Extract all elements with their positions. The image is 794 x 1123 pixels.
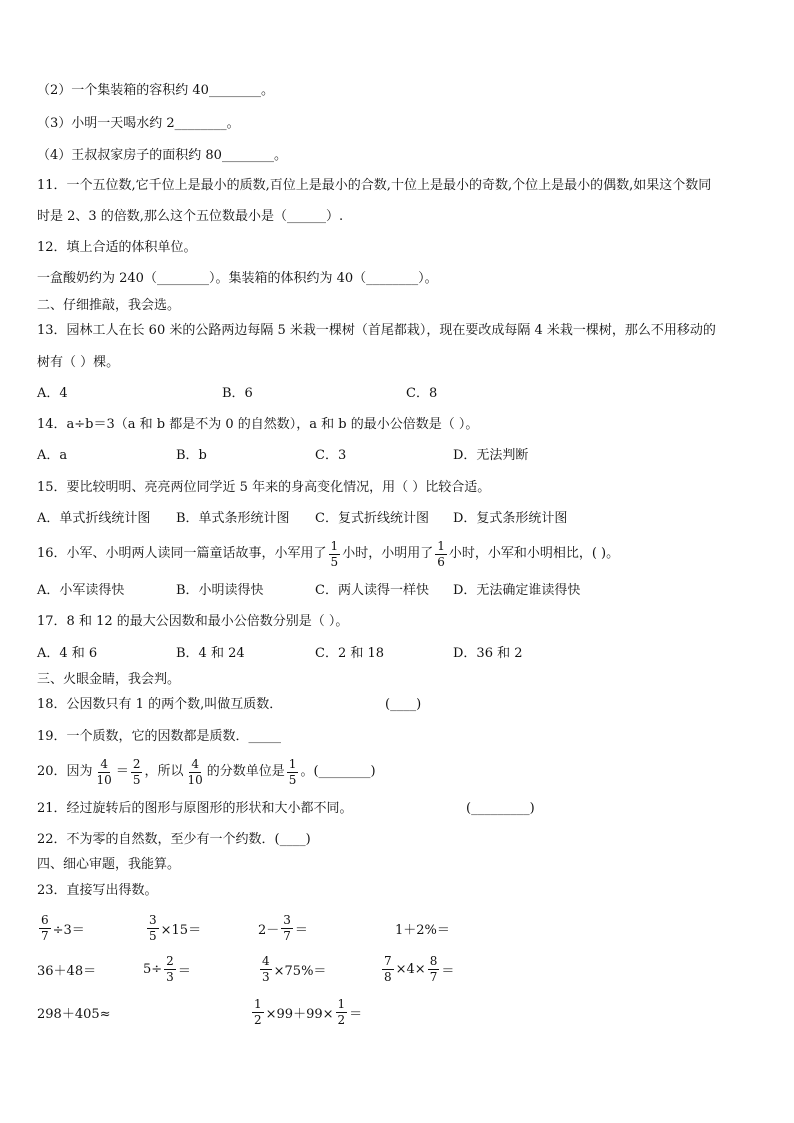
fraction-denominator: 5 [149, 928, 157, 943]
calc-fraction [281, 914, 293, 943]
fraction-numerator: 1 [330, 538, 339, 553]
fraction-denominator: 2 [254, 1012, 262, 1027]
q14-option-b: B．b [176, 448, 207, 463]
q16-option-d: D．无法确定谁读得快 [453, 583, 581, 598]
fraction-denominator: 2 [337, 1012, 346, 1027]
fraction-numerator: 4 [191, 756, 199, 771]
fraction-numerator: 1 [437, 538, 445, 553]
fraction-numerator: 4 [262, 953, 270, 968]
calc-text: ＝ [441, 963, 455, 979]
calc-text: ＝ [294, 922, 308, 938]
section-3-heading: 三、火眼金睛，我会判。 [37, 672, 181, 687]
fraction-denominator: 3 [166, 969, 174, 984]
q15-option-d: D．复式条形统计图 [453, 511, 568, 526]
calc-text: ×15＝ [160, 922, 202, 938]
calc-r2c2 [143, 951, 191, 987]
fraction-denominator: 6 [437, 554, 445, 569]
q20-fraction-2 [131, 758, 143, 787]
fraction-numerator: 3 [283, 912, 291, 927]
q21-stem: 21．经过旋转后的图形与原图形的形状和大小都不同。 [37, 801, 353, 816]
fraction-denominator: 5 [330, 554, 339, 569]
q12-line2: 一盒酸奶约为 240（________）。集装箱的体积约为 40（________）。 [37, 271, 438, 286]
fraction-denominator: 10 [96, 772, 112, 787]
fraction-numerator: 1 [254, 996, 262, 1011]
fraction-denominator: 8 [384, 969, 392, 984]
q21-answer-blank[interactable]: (_________) [466, 801, 535, 816]
fraction-numerator: 4 [100, 756, 108, 771]
q14-option-c: C．3 [315, 448, 347, 463]
q14-stem: 14．a÷b＝3（a 和 b 都是不为 0 的自然数），a 和 b 的最小公倍数是（ ）。 [37, 417, 479, 432]
q16-text-post: 小时，小军和小明相比，( )。 [448, 546, 620, 561]
calc-r3c1 [37, 994, 111, 1030]
q17-stem: 17．8 和 12 的最大公因数和最小公倍数分别是（ ）。 [37, 614, 349, 629]
section-4-heading: 四、细心审题，我能算。 [37, 857, 181, 872]
q16-fraction-1 [329, 540, 341, 569]
fraction-denominator: 5 [288, 772, 297, 787]
calc-text: ÷3＝ [52, 922, 85, 938]
q13-line2: 树有（ ）棵。 [37, 355, 120, 370]
q13-option-b: B．6 [222, 386, 253, 401]
calc-r1c4 [395, 910, 450, 946]
calc-text: 1＋2%＝ [395, 922, 450, 938]
q16-option-b: B．小明读得快 [176, 583, 264, 598]
q16-text-pre: 16．小军、小明两人读同一篇童话故事，小军用了 [37, 546, 327, 561]
calc-fraction [147, 914, 159, 943]
calc-text-mid: ×99＋99× [265, 1006, 334, 1022]
q10-part3: （3）小明一天喝水约 2________。 [37, 116, 240, 131]
calc-fraction [336, 998, 348, 1027]
section-2-heading: 二、仔细推敲，我会选。 [37, 298, 181, 313]
q20-text-post: 。(________) [300, 764, 376, 779]
q10-part2: （2）一个集装箱的容积约 40________。 [37, 83, 274, 98]
q20-equals: ＝ [115, 764, 129, 779]
q15-stem: 15．要比较明明、亮亮两位同学近 5 年来的身高变化情况，用（ ）比较合适。 [37, 480, 491, 495]
q10-part4: （4）王叔叔家房子的面积约 80________。 [37, 148, 287, 163]
calc-text: ×75%＝ [273, 963, 327, 979]
calc-fraction [382, 955, 394, 984]
q18-stem: 18．公因数只有 1 的两个数,叫做互质数． [37, 697, 283, 712]
calc-r1c2 [145, 910, 201, 946]
fraction-numerator: 1 [337, 996, 346, 1011]
calc-text: 36＋48＝ [37, 963, 97, 979]
fraction-numerator: 8 [429, 953, 438, 968]
q15-option-b: B．单式条形统计图 [176, 511, 290, 526]
fraction-numerator: 7 [384, 953, 392, 968]
fraction-denominator: 7 [41, 928, 49, 943]
q20-text-mid2: 的分数单位是 [206, 764, 285, 779]
q13-option-c: C．8 [406, 386, 438, 401]
q14-option-d: D．无法判断 [453, 448, 529, 463]
q15-option-c: C．复式折线统计图 [315, 511, 429, 526]
q16-stem [37, 537, 619, 571]
fraction-numerator: 2 [166, 953, 174, 968]
q13-option-a: A．4 [37, 386, 68, 401]
q20-stem [37, 754, 376, 790]
q16-option-c: C．两人读得一样快 [315, 583, 429, 598]
q17-option-d: D．36 和 2 [453, 646, 523, 661]
q23-stem: 23．直接写出得数。 [37, 883, 158, 898]
q13-line1: 13．园林工人在长 60 米的公路两边每隔 5 米栽一棵树（首尾都栽），现在要改成每隔 4 米栽一棵树，那么不用移动的 [37, 323, 716, 338]
calc-r2c1 [37, 951, 96, 987]
calc-fraction [428, 955, 440, 984]
q17-option-b: B．4 和 24 [176, 646, 245, 661]
fraction-denominator: 7 [429, 969, 438, 984]
calc-r3c3 [250, 994, 362, 1030]
calc-r1c3 [258, 910, 308, 946]
calc-fraction [252, 998, 264, 1027]
q16-option-a: A．小军读得快 [37, 583, 125, 598]
q17-option-a: A．4 和 6 [37, 646, 98, 661]
fraction-denominator: 3 [262, 969, 270, 984]
calc-text-pre: 2－ [258, 922, 280, 938]
q17-option-c: C．2 和 18 [315, 646, 385, 661]
q22-stem: 22．不为零的自然数，至少有一个约数．(____) [37, 832, 311, 847]
calc-text-pre: 5÷ [143, 961, 163, 977]
q20-fraction-4 [287, 758, 299, 787]
fraction-denominator: 5 [132, 772, 141, 787]
calc-text-mid: ×4× [395, 961, 426, 977]
q11-line2: 时是 2、3 的倍数,那么这个五位数最小是（______）. [37, 209, 344, 224]
fraction-numerator: 3 [149, 912, 157, 927]
fraction-denominator: 7 [283, 928, 291, 943]
q19-stem: 19．一个质数，它的因数都是质数．_____ [37, 729, 282, 744]
q20-text-pre: 20．因为 [37, 764, 93, 779]
fraction-numerator: 6 [41, 912, 49, 927]
fraction-denominator: 10 [187, 772, 203, 787]
q14-option-a: A．a [37, 448, 68, 463]
q12-line1: 12．填上合适的体积单位。 [37, 240, 197, 255]
calc-text: ＝ [349, 1006, 363, 1022]
q20-text-mid: ，所以 [144, 764, 184, 779]
fraction-numerator: 2 [132, 756, 141, 771]
q18-answer-blank[interactable]: (____) [385, 697, 422, 712]
calc-r1c1 [37, 910, 85, 946]
calc-r2c4 [380, 951, 454, 987]
calc-fraction [39, 914, 51, 943]
calc-text: 298＋405≈ [37, 1006, 111, 1022]
q11-line1: 11．一个五位数,它千位上是最小的质数,百位上是最小的合数,十位上是最小的奇数,个位上是最小的偶数,如果这个数同 [37, 178, 712, 193]
calc-fraction [260, 955, 272, 984]
q16-fraction-2 [435, 540, 447, 569]
calc-fraction [164, 955, 176, 984]
q16-text-mid: 小时，小明用了 [342, 546, 434, 561]
q20-fraction-1 [95, 758, 114, 787]
calc-text: ＝ [177, 963, 191, 979]
calc-r2c3 [258, 951, 326, 987]
q20-fraction-3 [186, 758, 205, 787]
fraction-numerator: 1 [288, 756, 297, 771]
q15-option-a: A．单式折线统计图 [37, 511, 151, 526]
